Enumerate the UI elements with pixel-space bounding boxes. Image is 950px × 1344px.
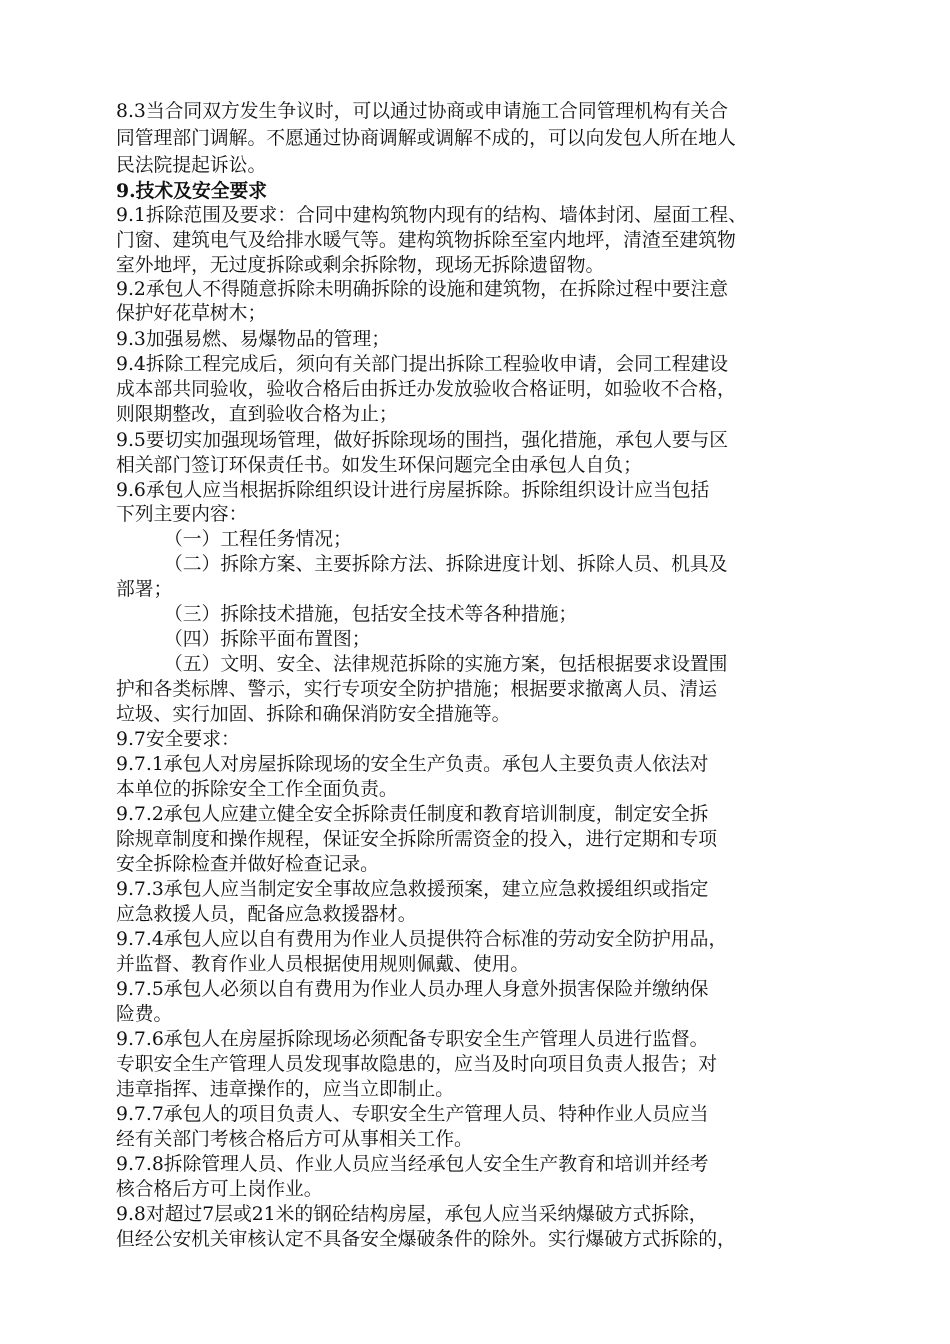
text-line: 9.7安全要求： xyxy=(116,729,240,750)
text-line: 9.7.2承包人应建立健全安全拆除责任制度和教育培训制度，制定安全拆 xyxy=(116,804,709,825)
text-line: 9.1拆除范围及要求：合同中建构筑物内现有的结构、墙体封闭、屋面工程、 xyxy=(116,205,747,226)
text-line: 室外地坪，无过度拆除或剩余拆除物，现场无拆除遗留物。 xyxy=(116,255,605,276)
text-line: 9.8对超过7层或21米的钢砼结构房屋，承包人应当采纳爆破方式拆除， xyxy=(116,1204,708,1225)
list-item: （四）拆除平面布置图； xyxy=(164,629,371,650)
text-line: 9.7.3承包人应当制定安全事故应急救援预案，建立应急救援组织或指定 xyxy=(116,879,709,900)
text-line: 部署； xyxy=(116,579,173,600)
text-line: 垃圾、实行加固、拆除和确保消防安全措施等。 xyxy=(116,704,511,725)
list-item: （一）工程任务情况； xyxy=(164,529,352,550)
text-line: 违章指挥、违章操作的，应当立即制止。 xyxy=(116,1079,455,1100)
list-item: （三）拆除技术措施，包括安全技术等各种措施； xyxy=(164,604,578,625)
text-line: 除规章制度和操作规程，保证安全拆除所需资金的投入，进行定期和专项 xyxy=(116,829,717,850)
text-line: 民法院提起诉讼。 xyxy=(116,155,267,176)
text-line: 同管理部门调解。不愿通过协商调解或调解不成的，可以向发包人所在地人 xyxy=(116,128,736,149)
text-line: 则限期整改，直到验收合格为止； xyxy=(116,404,398,425)
text-line: 并监督、教育作业人员根据使用规则佩戴、使用。 xyxy=(116,954,530,975)
text-line: 门窗、建筑电气及给排水暖气等。建构筑物拆除至室内地坪，清渣至建筑物 xyxy=(116,230,736,251)
text-line: 险费。 xyxy=(116,1004,173,1025)
text-line: 专职安全生产管理人员发现事故隐患的，应当及时向项目负责人报告；对 xyxy=(116,1054,717,1075)
text-line: 9.3加强易燃、易爆物品的管理； xyxy=(116,329,391,350)
text-line: 9.6承包人应当根据拆除组织设计进行房屋拆除。拆除组织设计应当包括 xyxy=(116,480,710,501)
text-line: 下列主要内容： xyxy=(116,504,248,525)
text-line: 8.3当合同双方发生争议时，可以通过协商或申请施工合同管理机构有关合 xyxy=(116,101,729,122)
text-line: 经有关部门考核合格后方可从事相关工作。 xyxy=(116,1129,473,1150)
text-line: 9.7.6承包人在房屋拆除现场必须配备专职安全生产管理人员进行监督。 xyxy=(116,1029,709,1050)
text-line: 9.5要切实加强现场管理，做好拆除现场的围挡，强化措施，承包人要与区 xyxy=(116,430,729,451)
text-line: 安全拆除检查并做好检查记录。 xyxy=(116,854,379,875)
list-item: （二）拆除方案、主要拆除方法、拆除进度计划、拆除人员、机具及 xyxy=(164,554,728,575)
text-line: 核合格后方可上岗作业。 xyxy=(116,1179,323,1200)
text-line: 9.7.1承包人对房屋拆除现场的安全生产负责。承包人主要负责人依法对 xyxy=(116,754,709,775)
text-line: 9.2承包人不得随意拆除未明确拆除的设施和建筑物，在拆除过程中要注意 xyxy=(116,279,729,300)
text-line: 保护好花草树木； xyxy=(116,303,267,324)
text-line: 但经公安机关审核认定不具备安全爆破条件的除外。实行爆破方式拆除的， xyxy=(116,1229,736,1250)
text-line: 应急救援人员，配备应急救援器材。 xyxy=(116,904,417,925)
text-line: 相关部门签订环保责任书。如发生环保问题完全由承包人自负； xyxy=(116,455,642,476)
text-line: 成本部共同验收，验收合格后由拆迁办发放验收合格证明，如验收不合格， xyxy=(116,379,736,400)
text-line: 9.4拆除工程完成后，须向有关部门提出拆除工程验收申请，会同工程建设 xyxy=(116,354,729,375)
text-line: 9.7.8拆除管理人员、作业人员应当经承包人安全生产教育和培训并经考 xyxy=(116,1154,709,1175)
text-line: 护和各类标牌、警示，实行专项安全防护措施；根据要求撤离人员、清运 xyxy=(116,679,717,700)
text-line: 本单位的拆除安全工作全面负责。 xyxy=(116,779,398,800)
list-item: （五）文明、安全、法律规范拆除的实施方案，包括根据要求设置围 xyxy=(164,654,728,675)
text-line: 9.7.4承包人应以自有费用为作业人员提供符合标准的劳动安全防护用品， xyxy=(116,929,728,950)
text-line: 9.7.5承包人必须以自有费用为作业人员办理人身意外损害保险并缴纳保 xyxy=(116,979,709,1000)
text-line: 9.7.7承包人的项目负责人、专职安全生产管理人员、特种作业人员应当 xyxy=(116,1104,709,1125)
section-heading: 9.技术及安全要求 xyxy=(116,180,268,202)
